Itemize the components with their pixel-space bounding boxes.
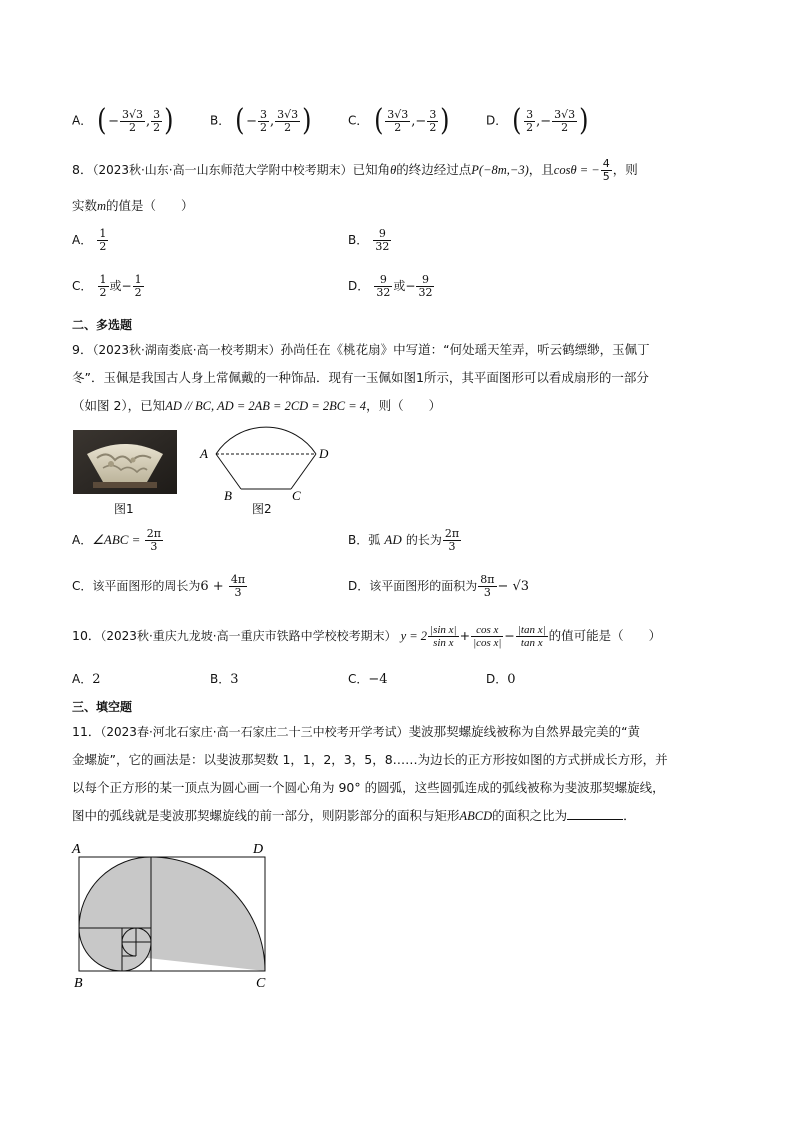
q10-option-c[interactable]: C．−4	[348, 672, 388, 687]
question-number: 8．	[72, 162, 93, 177]
label-c: C	[292, 488, 301, 503]
question-number: 10．	[72, 628, 101, 643]
figure-1-caption: 图1	[114, 502, 134, 516]
q9-option-d[interactable]: D．该平面图形的面积为 $\frac{8\pi}{3}$ − √3	[348, 573, 530, 599]
question-source: （2023春·河北石家庄·高一石家庄二十三中校考开学考试）	[100, 725, 409, 739]
q10-stem: 10．（2023秋·重庆九龙坡·高一重庆市铁路中学校校考期末） y = 2 $\frac{\text{|sin x|}}{\text{sin x}}$ + $\frac{\text{cos x}}{\text{|cos x|}}$ − $\frac{\text{|tan x|}}{\text{tan x}}$ 的值可能是（ ）	[72, 624, 662, 649]
q9-stem-line3: （如图 2），已知AD // BC, AD = 2AB = 2CD = 2BC = 4，则（ ）	[72, 398, 442, 413]
q9-option-b[interactable]: B．弧 AD 的长为 $\frac{2\pi}{3}$	[348, 527, 460, 553]
q10-option-d[interactable]: D．0	[486, 672, 516, 687]
option-label: A．	[72, 113, 93, 128]
q8-option-b[interactable]: B． $\frac{9}{32}$	[348, 227, 390, 253]
q7-option-c[interactable]: C． ( $\frac{3√3}{2}$ , − $\frac{3}{2}$ )	[348, 103, 450, 138]
label-b: B	[74, 976, 83, 990]
question-source: （2023秋·湖南娄底·高一校考期末）	[92, 343, 281, 357]
question-number: 11．	[72, 724, 101, 739]
label-d: D	[319, 446, 329, 461]
q11-stem-line3: 以每个正方形的某一顶点为圆心画一个圆心角为 90° 的圆弧，这些圆弧连成的弧线被称为斐波那契螺旋线，	[72, 780, 665, 795]
label-a: A	[72, 842, 81, 857]
label-a: A	[200, 446, 208, 461]
q8-option-a[interactable]: A． $\frac{1}{2}$	[72, 227, 107, 253]
q9-stem-line2: 冬”．玉佩是我国古人身上常佩戴的一种饰品．现有一玉佩如图1所示，其平面图形可以看成扇形的一部分	[72, 370, 649, 385]
option-label: C．	[348, 113, 369, 128]
q11-stem-line2: 金螺旋”，它的画法是：以斐波那契数 1，1，2，3，5，8……为边长的正方形按如图的方式拼成长方形，并	[72, 752, 668, 767]
jade-pendant-photo	[73, 430, 177, 494]
figure-2-caption: 图2	[252, 502, 272, 516]
q9-option-a[interactable]: A．∠ABC = $\frac{2\pi}{3}$	[72, 527, 161, 553]
fibonacci-spiral-figure	[70, 840, 280, 990]
section-heading-multiple-choice: 二、多选题	[72, 318, 133, 332]
answer-blank[interactable]	[567, 807, 623, 820]
option-label: D．	[486, 113, 508, 128]
question-source: （2023秋·山东·高一山东师范大学附中校考期末）	[92, 163, 353, 177]
q11-stem: 11．（2023春·河北石家庄·高一石家庄二十三中校考开学考试）斐波那契螺旋线被称为自然界最完美的“黄	[72, 724, 641, 739]
q8-option-c[interactable]: C． $\frac{1}{2}$ 或− $\frac{1}{2}$	[72, 273, 142, 299]
label-b: B	[224, 488, 232, 503]
q8-stem: 8．（2023秋·山东·高一山东师范大学附中校考期末）已知角θ的终边经过点P(−8m,−3)，且cosθ = − $\frac{4}{5}$ ，则	[72, 157, 638, 183]
q8-option-d[interactable]: D． $\frac{9}{32}$ 或− $\frac{9}{32}$	[348, 273, 433, 299]
q10-option-a[interactable]: A．2	[72, 672, 101, 687]
option-label: B．	[210, 113, 231, 128]
q11-stem-line4: 图中的弧线就是斐波那契螺旋线的前一部分，则阴影部分的面积与矩形ABCD的面积之比为 ．	[72, 808, 636, 823]
q7-options	[72, 100, 732, 140]
arc-ad	[216, 427, 316, 454]
segment-cd	[291, 454, 316, 489]
q9-stem: 9．（2023秋·湖南娄底·高一校考期末）孙尚任在《桃花扇》中写道：“何处瑶天笙弄，听云鹤缥缈，玉佩丁	[72, 342, 650, 357]
q10-option-b[interactable]: B．3	[210, 672, 239, 687]
question-source: （2023秋·重庆九龙坡·高一重庆市铁路中学校校考期末）	[100, 629, 397, 643]
q7-option-a[interactable]: A． ( − $\frac{3√3}{2}$ , $\frac{3}{2}$ )	[72, 103, 174, 138]
q9-option-c[interactable]: C．该平面图形的周长为6 + $\frac{4\pi}{3}$	[72, 573, 246, 599]
q8-stem-line2: 实数m的值是（ ）	[72, 198, 194, 213]
label-d: D	[253, 842, 264, 857]
figure-2-sector-diagram	[196, 418, 336, 504]
segment-ab	[216, 454, 241, 489]
shaded-spiral-region	[79, 857, 265, 972]
label-c: C	[256, 976, 266, 990]
question-number: 9．	[72, 342, 93, 357]
section-heading-fill-in: 三、填空题	[72, 700, 133, 714]
q7-option-d[interactable]: D． ( $\frac{3}{2}$ , − $\frac{3√3}{2}$ )	[486, 103, 589, 138]
q7-option-b[interactable]: B． ( − $\frac{3}{2}$ , $\frac{3√3}{2}$ )	[210, 103, 312, 138]
